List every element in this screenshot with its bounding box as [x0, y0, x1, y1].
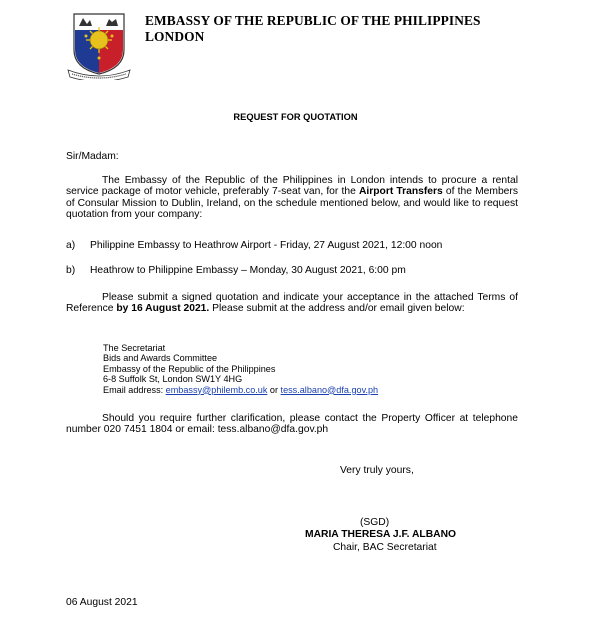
address-line: Embassy of the Republic of the Philippines — [103, 363, 276, 374]
address-block — [103, 343, 378, 395]
email-line — [103, 385, 378, 395]
email-or: or — [267, 384, 281, 395]
submit-paragraph — [66, 292, 518, 315]
letterhead-city: LONDON — [145, 29, 205, 44]
signatory-name: MARIA THERESA J.F. ALBANO — [305, 529, 457, 540]
schedule-item-b — [66, 265, 526, 276]
intro-text-part2: of the Members of Consular Mission to Dublin, Ireland, on the schedule mentioned below, and would like to request quotation from your company: — [66, 186, 518, 221]
schedule-item-text: Heathrow to Philippine Embassy – Monday, 30 August 2021, 6:00 pm — [90, 265, 406, 276]
closing: Very truly yours, — [340, 465, 414, 476]
submit-text-part2: Please submit at the address and/or email given below: — [209, 303, 465, 315]
intro-text-part1: The Embassy of the Republic of the Philippines in London intends to procure a rental service package of motor vehicle, preferably 7-seat van, for the — [66, 175, 518, 198]
email-link-embassy[interactable]: embassy@philemb.co.uk — [165, 384, 268, 395]
schedule-item-label: b) — [66, 265, 76, 276]
signature-sgd: (SGD) — [360, 517, 390, 528]
address-line: Bids and Awards Committee — [103, 353, 218, 364]
salutation: Sir/Madam: — [66, 151, 119, 162]
address-line: The Secretariat — [103, 343, 166, 353]
clarification-paragraph — [66, 413, 518, 436]
document-title: REQUEST FOR QUOTATION — [233, 112, 358, 122]
schedule-item-label: a) — [66, 240, 76, 251]
intro-bold: Airport Transfers — [358, 186, 443, 198]
submit-deadline: by 16 August 2021. — [116, 303, 210, 315]
email-link-albano[interactable]: tess.albano@dfa.gov.ph — [280, 384, 379, 395]
submit-text-part1: Please submit a signed quotation and indicate your acceptance in the attached Terms of Reference — [66, 292, 518, 315]
intro-paragraph — [66, 175, 518, 221]
signatory-position: Chair, BAC Secretariat — [333, 542, 437, 553]
philippine-seal-icon — [66, 10, 132, 80]
document-date: 06 August 2021 — [66, 597, 138, 608]
embassy-seal — [66, 10, 132, 80]
clarification-text: Should you require further clarification, please contact the Property Officer at telephone number 020 7451 1804 or email: tess.albano@dfa.gov.ph — [66, 413, 518, 436]
schedule-item-text: Philippine Embassy to Heathrow Airport - Friday, 27 August 2021, 12:00 noon — [90, 240, 443, 251]
email-label: Email address: — [103, 384, 166, 395]
letterhead-title: EMBASSY OF THE REPUBLIC OF THE PHILIPPINES — [145, 13, 481, 28]
address-line: 6-8 Suffolk St, London SW1Y 4HG — [103, 374, 243, 385]
letterhead — [145, 13, 481, 45]
schedule-item-a — [66, 240, 526, 251]
